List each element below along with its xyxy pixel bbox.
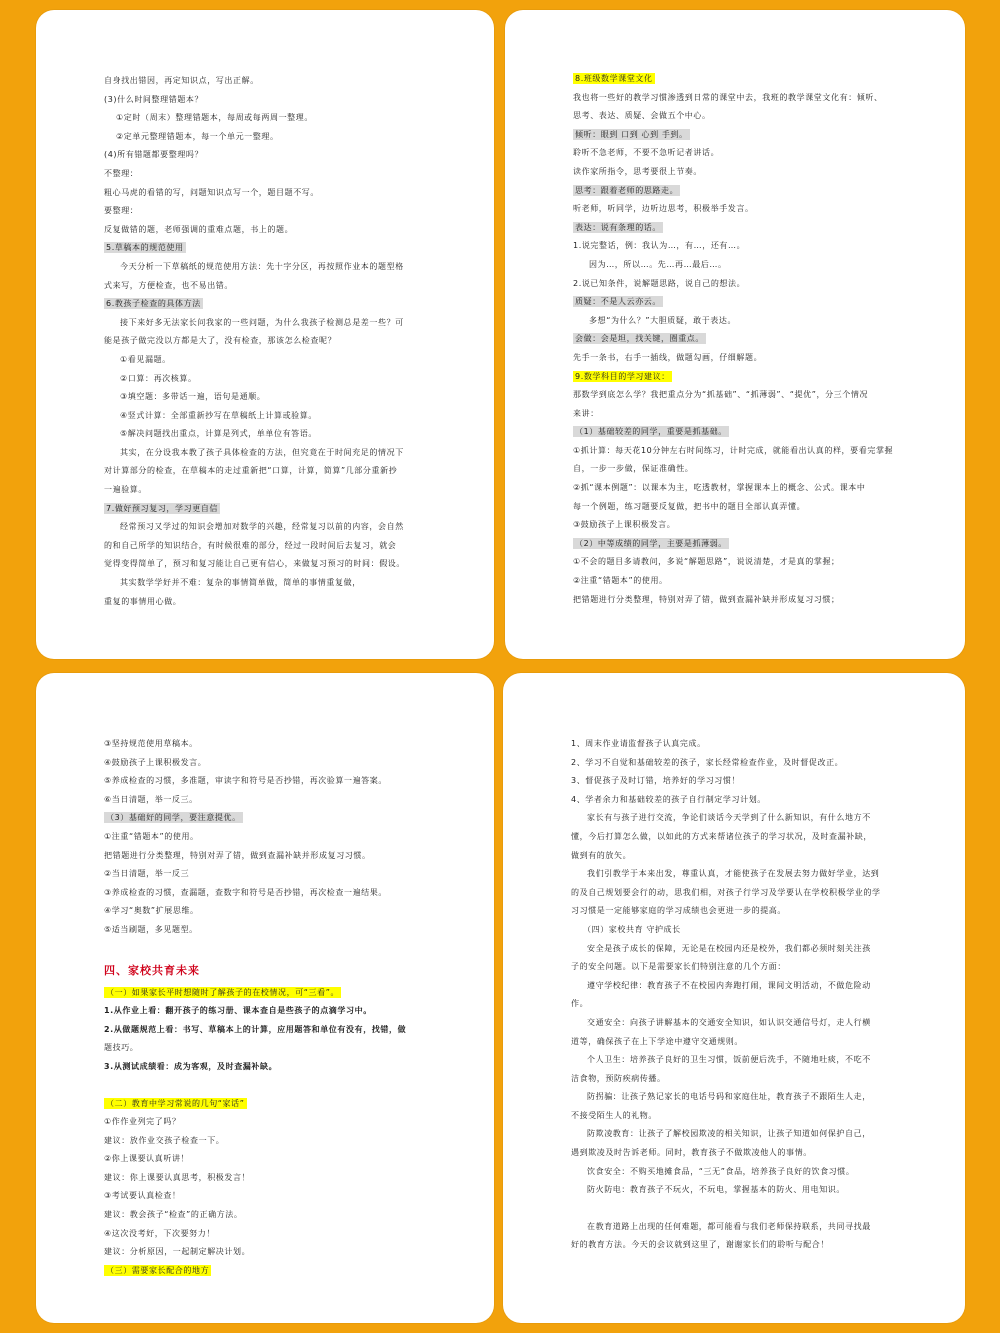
text-line	[104, 184, 432, 203]
text-line-content: 子的安全问题。以下是需要家长们特别注意的几个方面：	[571, 962, 786, 972]
page-2-content	[573, 70, 903, 609]
text-line	[573, 107, 903, 126]
text-line-content: ⑥当日清题，举一反三。	[104, 794, 198, 804]
text-line-content: ⑤养成检查的习惯，多准题，审读字和符号是否抄错，再次验算一遍答案。	[104, 776, 387, 786]
text-line-content: 思考、表达、质疑、会做五个中心。	[573, 111, 711, 121]
text-line-content: ②定单元整理错题本，每一个单元一整理。	[116, 131, 279, 141]
text-line	[573, 89, 903, 108]
text-line-content: 6.教孩子检查的具体方法	[106, 299, 201, 309]
page-4-list-a	[571, 735, 903, 1200]
text-line-content: 防拐骗：让孩子熟记家长的电话号码和家庭住址，教育孩子不跟陌生人走，	[587, 1092, 871, 1102]
text-line	[104, 91, 432, 110]
text-line	[104, 351, 432, 370]
text-line-content: 题技巧。	[104, 1043, 139, 1053]
text-line-content: 1.从作业上看：翻开孩子的练习册、课本查自是些孩子的点滴学习中。	[104, 1006, 372, 1016]
text-line-content: 4、学者余力和基础较差的孩子自行制定学习计划。	[571, 794, 766, 804]
text-line	[104, 277, 432, 296]
text-line	[104, 828, 432, 847]
text-line-content: （二）教育中学习常说的几句“家话”	[106, 1098, 245, 1108]
text-line	[104, 537, 432, 556]
text-line	[104, 1187, 432, 1206]
text-line	[571, 791, 903, 810]
text-line	[573, 219, 903, 238]
text-line-content: 先手一条书，右手一插线，做题勾画，仔细解题。	[573, 352, 763, 362]
text-line-content: 5.草稿本的规范使用	[106, 243, 184, 253]
text-line	[573, 553, 903, 572]
text-line-content: 9.数学科目的学习建议：	[575, 371, 670, 381]
text-line-content: 把错题进行分类整理，特别对弄了错，做到查漏补缺并形成复习习惯；	[573, 594, 840, 604]
text-line	[104, 258, 432, 277]
text-line-content: ①定时（周末）整理错题本，每周或每两周一整理。	[116, 113, 313, 123]
text-line-content: (4)所有错题都要整理吗？	[104, 150, 204, 160]
text-line	[104, 902, 432, 921]
page-4-content	[571, 735, 903, 1255]
text-line-content: （3）基础好的同学，要注意提优。	[106, 813, 241, 823]
text-line	[573, 312, 903, 331]
text-line-content: 式来写，方便检查，也不易出错。	[104, 280, 233, 290]
text-line-content: 在教育道路上出现的任何难题，都可能看与我们老师保持联系，共同寻找最	[587, 1221, 871, 1231]
text-line-content: 表达：说有条理的话。	[575, 222, 661, 232]
text-line-content: ②注重“错题本”的使用。	[573, 576, 668, 586]
text-line	[104, 109, 432, 128]
text-line-content: 建议：教会孩子“检查”的正确方法。	[104, 1210, 243, 1220]
text-line	[104, 1058, 432, 1077]
text-line	[573, 237, 903, 256]
text-line	[104, 202, 432, 221]
text-line	[104, 146, 432, 165]
text-line-content: ④这次没考好，下次要努力！	[104, 1228, 215, 1238]
text-line	[573, 498, 903, 517]
text-line-content: 聆听不急老师，不要不急听记者讲话。	[573, 148, 720, 158]
text-line	[104, 791, 432, 810]
text-line-content: 思考：跟着老师的思路走。	[575, 185, 679, 195]
text-line	[571, 754, 903, 773]
text-line	[104, 574, 432, 593]
text-line	[571, 884, 903, 903]
text-line	[104, 1095, 432, 1114]
text-line-content: 质疑：不是人云亦云。	[575, 297, 661, 307]
text-line	[104, 1169, 432, 1188]
text-line	[571, 865, 903, 884]
text-line	[104, 425, 432, 444]
text-line	[573, 516, 903, 535]
text-line	[573, 405, 903, 424]
text-line-content: ⑤解决问题找出重点，计算是列式，单单位有答语。	[120, 429, 317, 439]
text-line	[573, 200, 903, 219]
text-line	[104, 1262, 432, 1281]
text-line-content: 个人卫生：培养孩子良好的卫生习惯，饭前便后洗手，不随地吐痰，不吃不	[587, 1055, 871, 1065]
document-page-4	[503, 673, 965, 1323]
text-line	[104, 462, 432, 481]
text-line	[104, 518, 432, 537]
document-page-2	[505, 10, 965, 659]
text-line-content: 防欺凌教育：让孩子了解校园欺凌的相关知识，让孩子知道如何保护自己，	[587, 1129, 871, 1139]
text-line-content: ①作作业列完了吗？	[104, 1117, 181, 1127]
text-line-content: 今天分析一下草稿纸的规范使用方法：先十字分区，再按照作业本的题型格	[120, 261, 404, 271]
text-line-content: 建议：放作业交孩子检查一下。	[104, 1135, 225, 1145]
text-line-content: 的和自己所学的知识结合，有时候很难的部分，经过一段时间后去复习，就会	[104, 540, 397, 550]
text-line-content: ③鼓励孩子上课积极发言。	[573, 520, 676, 530]
text-line-content: 因为…，所以…。先…再…最后…。	[589, 259, 727, 269]
text-line-content: 习习惯是一定能够家庭的学习成绩也会更进一步的提高。	[571, 906, 786, 916]
text-line	[104, 1002, 432, 1021]
text-line	[104, 735, 432, 754]
text-line	[571, 1088, 903, 1107]
text-line	[104, 1132, 432, 1151]
text-line	[104, 754, 432, 773]
text-line-content: 3、督促孩子及时订错，培养好的学习习惯！	[571, 776, 741, 786]
text-line-content: 那数学到底怎么学？我把重点分为“抓基础”、“抓薄弱”、“提优”，分三个情况	[573, 390, 869, 400]
text-line-content: 1.说完整话，例：我认为…，有…，还有…。	[573, 241, 746, 251]
text-line-content: ③填空题：多带话一遍，语句是通顺。	[120, 392, 266, 402]
text-line-content: 听老师，听同学，边听边思考，积极举手发言。	[573, 204, 754, 214]
text-line	[104, 221, 432, 240]
text-line-content: 重复的事情用心做。	[104, 596, 182, 606]
text-line	[104, 165, 432, 184]
text-line-content: 经常预习又学过的知识会增加对数学的兴趣，经常复习以前的内容，会自然	[120, 522, 404, 532]
text-line-content: ④竖式计算：全部重新抄写在草稿纸上计算或验算。	[120, 410, 317, 420]
text-line	[571, 1107, 903, 1126]
text-line	[104, 500, 432, 519]
text-line-content: 洁食物，预防疾病传播。	[571, 1073, 666, 1083]
text-line	[104, 295, 432, 314]
text-line	[573, 386, 903, 405]
text-line-content: ②口算：再次核算。	[120, 373, 197, 383]
text-line-content: 建议：分析原因，一起制定解决计划。	[104, 1247, 251, 1257]
text-line-content: 倾听：眼到 口到 心到 手到。	[575, 129, 688, 139]
text-line-content: （2）中等成绩的同学，主要是抓薄弱。	[575, 538, 727, 548]
text-line	[573, 330, 903, 349]
text-line-content: 遇到欺凌及时告诉老师。同时，教育孩子不做欺凌他人的事情。	[571, 1148, 812, 1158]
text-line-content: 自身找出错因，再定知识点，写出正解。	[104, 76, 259, 85]
text-line-content: 粗心马虎的看错的写，问题知识点写一个，题目题不写。	[104, 187, 319, 197]
text-line	[104, 884, 432, 903]
text-line	[571, 1125, 903, 1144]
text-line	[573, 423, 903, 442]
text-line-content: ②当日清题，举一反三	[104, 869, 190, 879]
text-line-content: ①不会的题目多请教问，多说“解题思路”，说说清楚，才是真的掌握；	[573, 557, 840, 567]
spacer	[104, 1077, 432, 1095]
text-line	[571, 1070, 903, 1089]
spacer	[104, 940, 432, 958]
text-line	[573, 535, 903, 554]
text-line	[571, 1218, 903, 1237]
text-line-content: 把错题进行分类整理，特别对弄了错，做到查漏补缺并形成复习习惯。	[104, 850, 371, 860]
text-line-content: （四）家校共育 守护成长	[583, 924, 681, 934]
text-line	[573, 591, 903, 610]
text-line	[573, 572, 903, 591]
text-line	[104, 1150, 432, 1169]
text-line	[571, 977, 903, 996]
text-line	[573, 163, 903, 182]
text-line	[104, 593, 432, 612]
text-line	[104, 772, 432, 791]
text-line	[573, 442, 903, 461]
text-line	[571, 772, 903, 791]
text-line	[573, 460, 903, 479]
section-title: 四、家校共育未来	[104, 963, 200, 977]
page-4-closing	[571, 1218, 903, 1255]
text-line-content: 交通安全：向孩子讲解基本的交通安全知识，如认识交通信号灯，走人行横	[587, 1017, 871, 1027]
text-line-content: 多想“为什么？”大胆质疑，敢于表达。	[589, 315, 737, 325]
text-line-content: ①抓计算：每天花10分钟左右时间练习，计时完成，就能看出认真的样，要看完掌握	[573, 445, 894, 455]
text-line	[104, 1243, 432, 1262]
text-line-content: 觉得变得简单了，预习和复习能让自己更有信心，来做复习预习的时间：假设。	[104, 559, 405, 569]
text-line	[573, 368, 903, 387]
text-line	[104, 444, 432, 463]
text-line	[571, 921, 903, 940]
text-line-content: 2.从做题规范上看：书写、草稿本上的计算，应用题答和单位有没有，找错，做	[104, 1024, 407, 1034]
text-line	[104, 865, 432, 884]
text-line-content: 2、学习不自觉和基础较差的孩子，家长经常检查作业，及时督促改正。	[571, 757, 844, 767]
spacer	[571, 1200, 903, 1218]
text-line	[104, 847, 432, 866]
text-line	[573, 275, 903, 294]
text-line-content: ④学习“奥数”扩展思维。	[104, 906, 199, 916]
text-line	[573, 479, 903, 498]
text-line-content: 3.从测试成绩看：成为客观，及时查漏补缺。	[104, 1061, 278, 1071]
text-line	[104, 128, 432, 147]
page-3-list-b	[104, 984, 432, 1077]
text-line	[571, 995, 903, 1014]
text-line	[104, 239, 432, 258]
text-line	[571, 1014, 903, 1033]
text-line-content: 反复做错的题，老师强调的重难点题，书上的题。	[104, 224, 294, 234]
text-line-content: 会做：会是坦，找关键，圈重点。	[575, 334, 704, 344]
text-line	[571, 1163, 903, 1182]
text-line	[571, 1236, 903, 1255]
text-line	[104, 1225, 432, 1244]
text-line	[573, 70, 903, 89]
text-line	[104, 1206, 432, 1225]
text-line	[571, 847, 903, 866]
text-line	[571, 1051, 903, 1070]
text-line	[571, 828, 903, 847]
text-line-content: 2.说已知条件，说解题思路，说自己的想法。	[573, 278, 746, 288]
text-line-content: 做到有的放矢。	[571, 850, 632, 860]
text-line-content: ②抓“课本例题”：以课本为主，吃透教材，掌握课本上的概念、公式。课本中	[573, 483, 866, 493]
document-page-3	[36, 673, 494, 1323]
text-line	[104, 388, 432, 407]
text-line	[104, 332, 432, 351]
text-line	[104, 921, 432, 940]
text-line-content: （1）基础较差的同学，重要是抓基础。	[575, 427, 727, 437]
text-line-content: 其实，在分设我本教了孩子具体检查的方法，但究竟在于时间充足的情况下	[120, 447, 404, 457]
text-line-content: ①看见漏题。	[120, 354, 171, 364]
text-line-content: 其实数学学好并不难：复杂的事情简单做，简单的事情重复做，	[120, 578, 361, 588]
text-line	[104, 407, 432, 426]
text-line	[104, 370, 432, 389]
text-line	[104, 72, 432, 91]
text-line-content: 家长有与孩子进行交流，争论们谈话今天学到了什么新知识，有什么地方不	[587, 813, 871, 823]
text-line	[104, 555, 432, 574]
text-line-content: 好的教育方法。今天的会议就到这里了，谢谢家长们的聆听与配合！	[571, 1240, 829, 1250]
text-line-content: ②你上课要认真听讲！	[104, 1154, 190, 1164]
text-line-content: 读作家所指令，思考要很上节奏。	[573, 166, 702, 176]
text-line-content: 道等，确保孩子在上下学途中遵守交通规则。	[571, 1036, 743, 1046]
page-3-content	[104, 735, 432, 1280]
text-line	[104, 1021, 432, 1040]
text-line	[573, 349, 903, 368]
text-line	[571, 1181, 903, 1200]
text-line-content: 能是孩子做完没以方都是大了，没有检查，那该怎么检查呢？	[104, 336, 337, 346]
text-line	[104, 809, 432, 828]
text-line	[573, 126, 903, 145]
text-line	[571, 809, 903, 828]
text-line	[571, 735, 903, 754]
text-line-content: 饮食安全：不购买地摊食品，“三无”食品，培养孩子良好的饮食习惯。	[587, 1166, 855, 1176]
text-line	[573, 256, 903, 275]
text-line-content: 作。	[571, 999, 589, 1009]
text-line	[573, 144, 903, 163]
text-line-content: 8.班级数学课堂文化	[575, 74, 653, 83]
text-line	[571, 902, 903, 921]
text-line	[571, 1144, 903, 1163]
text-line-content: 我们引教学于本来出发，尊重认真，才能使孩子在发展去努力做好学业，达到	[587, 869, 880, 879]
text-line-content: 要整理：	[104, 206, 139, 216]
text-line-content: 懂，今后打算怎么做，以如此的方式来帮诸位孩子的学习状况，及时查漏补缺，	[571, 831, 872, 841]
text-line-content: 不整理：	[104, 168, 139, 178]
text-line-content: 1、周末作业请监督孩子认真完成。	[571, 739, 706, 748]
text-line-content: 自，一步一步做，保证准确性。	[573, 464, 694, 474]
page-3-list-c	[104, 1095, 432, 1281]
text-line-content: 不接受陌生人的礼物。	[571, 1110, 657, 1120]
text-line-content: （三）需要家长配合的地方	[106, 1265, 210, 1275]
text-line-content: 对计算部分的检查，在草稿本的走过重新把“口算，计算，简算”几部分重新抄	[104, 466, 398, 476]
text-line-content: ④鼓励孩子上课积极发言。	[104, 757, 207, 767]
text-line	[571, 1033, 903, 1052]
text-line	[571, 940, 903, 959]
text-line-content: ③考试要认真检查！	[104, 1191, 181, 1201]
document-page-1	[36, 10, 494, 659]
text-line	[104, 1039, 432, 1058]
text-line-content: 每一个例题，练习题要反复做，把书中的题目全部认真弄懂。	[573, 501, 806, 511]
text-line-content: （一）如果家长平时想随时了解孩子的在校情况，可“三看”。	[106, 987, 340, 997]
text-line-content: ⑤适当刷题，多见题型。	[104, 924, 198, 934]
text-line-content: 接下来好多无法家长问我家的一些问题，为什么我孩子检测总是差一些？可	[120, 317, 404, 327]
text-line-content: 防火防电：教育孩子不玩火，不玩电，掌握基本的防火、用电知识。	[587, 1185, 845, 1195]
text-line-content: ③养成检查的习惯，查漏题，查数字和符号是否抄错，再次检查一遍结果。	[104, 887, 387, 897]
text-line-content: 来讲：	[573, 408, 599, 418]
text-line	[104, 984, 432, 1003]
text-line-content: (3)什么时间整理错题本？	[104, 94, 204, 104]
text-line-content: 7.做好预习复习，学习更自信	[106, 503, 219, 513]
text-line-content: 遵守学校纪律：教育孩子不在校园内奔跑打闹，课间文明活动，不做危险动	[587, 980, 871, 990]
text-line-content: ①注重“错题本”的使用。	[104, 831, 199, 841]
text-line-content: ③坚持规范使用草稿本。	[104, 739, 198, 748]
page-3-list-a	[104, 735, 432, 940]
text-line	[573, 293, 903, 312]
text-line-content: 的及自己规划要会行的动，思我们相，对孩子行学习及学要认在学校积极学业的学	[571, 887, 881, 897]
text-line-content: 一遍验算。	[104, 485, 147, 495]
text-line	[104, 1113, 432, 1132]
text-line-content: 安全是孩子成长的保障，无论是在校园内还是校外，我们都必须时刻关注孩	[587, 943, 871, 953]
text-line-content: 我也将一些好的教学习惯渗透到日常的课堂中去，我班的教学课堂文化有：倾听、	[573, 92, 883, 102]
text-line	[104, 314, 432, 333]
text-line	[104, 481, 432, 500]
text-line	[571, 958, 903, 977]
page-1-content	[104, 72, 432, 611]
text-line	[573, 182, 903, 201]
text-line-content: 建议：你上课要认真思考，积极发言！	[104, 1172, 251, 1182]
